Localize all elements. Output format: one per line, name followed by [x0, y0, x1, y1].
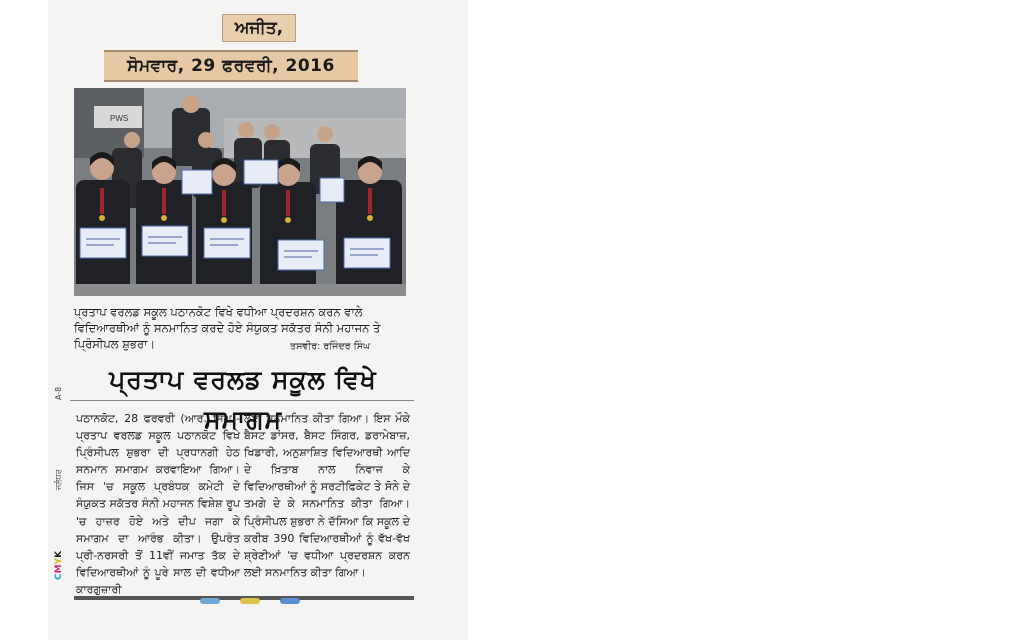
group-photo-illustration: [74, 88, 406, 296]
article-headline: ਪ੍ਰਤਾਪ ਵਰਲਡ ਸਕੂਲ ਵਿਖੇ ਸਮਾਗਮ: [109, 365, 377, 434]
color-registration-mark: [280, 598, 300, 604]
photo-caption: ਪ੍ਰਤਾਪ ਵਰਲਡ ਸਕੂਲ ਪਠਾਨਕੋਟ ਵਿਖੇ ਵਧੀਆ ਪ੍ਰਦਰਸ਼ਨ ਕਰਨ ਵਾਲੇ ਵਿਦਿਆਰਥੀਆਂ ਨੂੰ ਸਨਮਾਨਿਤ ਕਰਦੇ ਹੋਏ ਸੰਯੁਕਤ ਸਕੱਤਰ ਸੰਨੀ ਮਹਾਜਨ ਤੇ ਪ੍ਰਿੰਸੀਪਲ ਸ਼ੁਭਰਾ।: [74, 305, 381, 351]
article-column-right: ਲਈ ਸਨਮਾਨਿਤ ਕੀਤਾ ਗਿਆ। ਇਸ ਮੌਕੇ ਬੈਸਟ ਡਾਂਸਰ, ਬੈਸਟ ਸਿੰਗਰ, ਡਰਾਮੇਬਾਜ਼, ਖਿਡਾਰੀ, ਅਨੁਸ਼ਾਸ਼ਿਤ ਵਿਦਿਆਰਥੀ ਆਦਿ ਦੇ ਖ਼ਿਤਾਬ ਨਾਲ ਨਿਵਾਜ ਕੇ ਵਿਦਿਆਰਥੀਆਂ ਨੂੰ ਸਰਟੀਫਿਕੇਟ ਤੇ ਸੋਨੇ ਦੇ ਤਮਗੇ ਦੇ ਕੇ ਸਨਮਾਨਿਤ ਕੀਤਾ ਗਿਆ। ਪ੍ਰਿੰਸੀਪਲ ਸ਼ੁਭਰਾ ਨੇ ਦੱਸਿਆ ਕਿ ਸਕੂਲ ਦੇ ਕਰੀਬ 390 ਵਿਦਿਆਰਥੀਆਂ ਨੂੰ ਵੱਖ-ਵੱਖ ਸ਼੍ਰੇਣੀਆਂ 'ਚ ਵਧੀਆ ਪ੍ਰਦਰਸ਼ਨ ਕਰਨ ਲਈ ਸਨਮਾਨਿਤ ਕੀਤਾ ਗਿਆ।: [244, 412, 410, 579]
cmyk-m: M: [54, 564, 64, 574]
cmyk-k: K: [54, 550, 64, 558]
color-registration-mark: [240, 598, 260, 604]
section-name: ਜਲੰਧਰ: [54, 469, 63, 490]
group-photo: [74, 88, 406, 296]
headline-rule: [70, 400, 414, 401]
margin-markings: [54, 386, 68, 600]
cmyk-mark: [54, 551, 64, 580]
photo-credit: ਤਸਵੀਰ: ਰਜਿੰਦਰ ਸਿੰਘ: [290, 341, 371, 352]
cmyk-c: C: [54, 573, 64, 580]
article-column-left: ਪਠਾਨਕੋਟ, 28 ਫਰਵਰੀ (ਆਰ. ਸਿੰਘ)-ਪ੍ਰਤਾਪ ਵਰਲਡ ਸਕੂਲ ਪਠਾਨਕੋਟ ਵਿਖੇ ਪ੍ਰਿੰਸੀਪਲ ਸ਼ੁਭਰਾ ਦੀ ਪ੍ਰਧਾਨਗੀ ਹੇਠ ਸਨਮਾਨ ਸਮਾਗਮ ਕਰਵਾਇਆ ਗਿਆ। ਜਿਸ 'ਚ ਸਕੂਲ ਪ੍ਰਬੰਧਕ ਕਮੇਟੀ ਦੇ ਸੰਯੁਕਤ ਸਕੱਤਰ ਸੰਨੀ ਮਹਾਜਨ ਵਿਸ਼ੇਸ਼ ਰੂਪ 'ਚ ਹਾਜ਼ਰ ਹੋਏ ਅਤੇ ਦੀਪ ਜਗਾ ਕੇ ਸਮਾਗਮ ਦਾ ਆਰੰਭ ਕੀਤਾ। ਉਪਰੰਤ ਪ੍ਰੀ-ਨਰਸਰੀ ਤੋਂ 11ਵੀਂ ਜਮਾਤ ਤੱਕ ਦੇ ਵਿਦਿਆਰਥੀਆਂ ਨੂੰ ਪੂਰੇ ਸਾਲ ਦੀ ਵਧੀਆ ਕਾਰਗੁਜ਼ਾਰੀ: [76, 412, 240, 596]
building-sign-text: PWS: [110, 114, 129, 123]
cmyk-y: Y: [54, 557, 64, 565]
publication-date: ਸੋਮਵਾਰ, 29 ਫਰਵਰੀ, 2016: [104, 50, 358, 82]
color-registration-mark: [200, 598, 220, 604]
newspaper-name: ਅਜੀਤ,: [222, 14, 296, 42]
page-ref: A-8: [54, 386, 63, 400]
